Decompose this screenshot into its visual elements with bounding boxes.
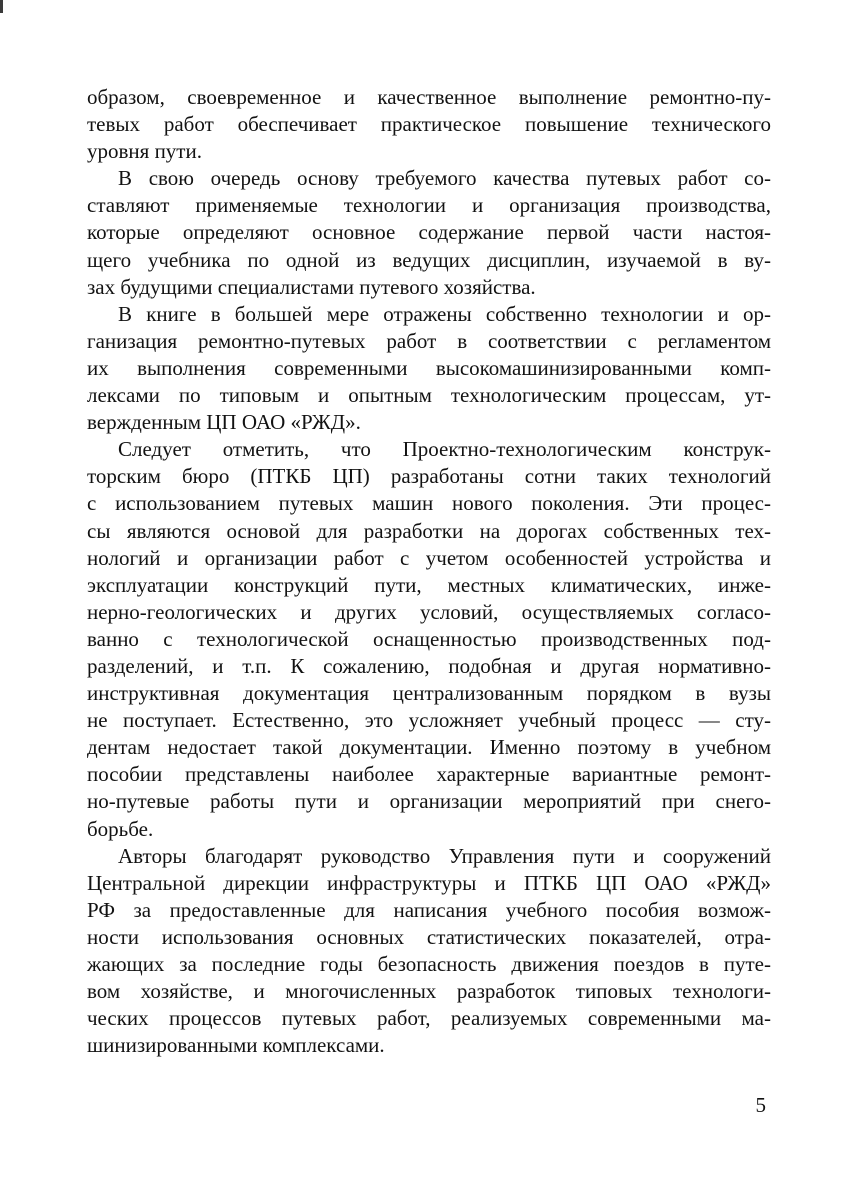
text-line: разделений, и т.п. К сожалению, подобная и другая нормативно-	[87, 653, 771, 678]
paragraph	[87, 843, 771, 1060]
text-line: ганизация ремонтно-путевых работ в соответствии с регламентом	[87, 328, 771, 353]
text-line: инструктивная документация централизованным порядком в вузы	[87, 681, 771, 706]
text-line: РФ за предоставленные для написания учебного пособия возмож-	[87, 897, 771, 922]
text-line: В книге в большей мере отражены собственно технологии и ор-	[118, 301, 771, 326]
text-line: с использованием путевых машин нового поколения. Эти процес-	[87, 491, 771, 516]
text-line: вом хозяйстве, и многочисленных разработок типовых технологи-	[87, 979, 771, 1004]
text-line: уровня пути.	[87, 139, 202, 164]
paragraph	[87, 84, 771, 165]
text-line: сы являются основой для разработки на дорогах собственных тех-	[87, 518, 771, 543]
text-line: торским бюро (ПТКБ ЦП) разработаны сотни таких технологий	[87, 464, 771, 489]
paragraph	[87, 436, 771, 842]
text-line: нологий и организации работ с учетом особенностей устройства и	[87, 545, 771, 570]
text-line: их выполнения современными высокомашинизированными комп-	[87, 355, 771, 380]
page-number: 5	[755, 1093, 766, 1117]
text-line: нерно-геологических и других условий, осуществляемых согласо-	[87, 599, 771, 624]
text-line: ности использования основных статистических показателей, отра-	[87, 924, 771, 949]
text-line: эксплуатации конструкций пути, местных климатических, инже-	[87, 572, 771, 597]
text-line: тевых работ обеспечивает практическое повышение технического	[87, 112, 771, 137]
text-block	[87, 84, 771, 1059]
scan-artifact	[0, 0, 3, 13]
text-line: зах будущими специалистами путевого хозяйства.	[87, 274, 536, 299]
paragraph	[87, 301, 771, 436]
text-line: дентам недостает такой документации. Именно поэтому в учебном	[87, 735, 771, 760]
text-line: пособии представлены наиболее характерные вариантные ремонт-	[87, 762, 771, 787]
text-line: щего учебника по одной из ведущих дисциплин, изучаемой в ву-	[87, 247, 771, 272]
paragraph	[87, 165, 771, 300]
text-line: Центральной дирекции инфраструктуры и ПТКБ ЦП ОАО «РЖД»	[87, 870, 771, 895]
text-line: В свою очередь основу требуемого качества путевых работ со-	[118, 166, 771, 191]
text-line: лексами по типовым и опытным технологическим процессам, ут-	[87, 383, 771, 408]
text-line: ставляют применяемые технологии и организация производства,	[87, 193, 771, 218]
text-line: Следует отметить, что Проектно-технологическим конструк-	[118, 437, 771, 462]
text-line: образом, своевременное и качественное выполнение ремонтно-пу-	[87, 85, 771, 109]
text-line: но-путевые работы пути и организации мероприятий при снего-	[87, 789, 771, 814]
text-line: жающих за последние годы безопасность движения поездов в путе-	[87, 952, 771, 976]
text-line: борьбе.	[87, 816, 154, 841]
text-line: ванно с технологической оснащенностью производственных под-	[87, 626, 771, 651]
text-line: не поступает. Естественно, это усложняет учебный процесс — сту-	[87, 708, 771, 733]
text-line: шинизированными комплексами.	[87, 1033, 385, 1058]
text-line: которые определяют основное содержание первой части настоя-	[87, 220, 771, 245]
text-line: Авторы благодарят руководство Управления пути и сооружений	[118, 843, 771, 868]
text-line: ческих процессов путевых работ, реализуемых современными ма-	[87, 1006, 771, 1031]
text-line: вержденным ЦП ОАО «РЖД».	[87, 410, 361, 435]
